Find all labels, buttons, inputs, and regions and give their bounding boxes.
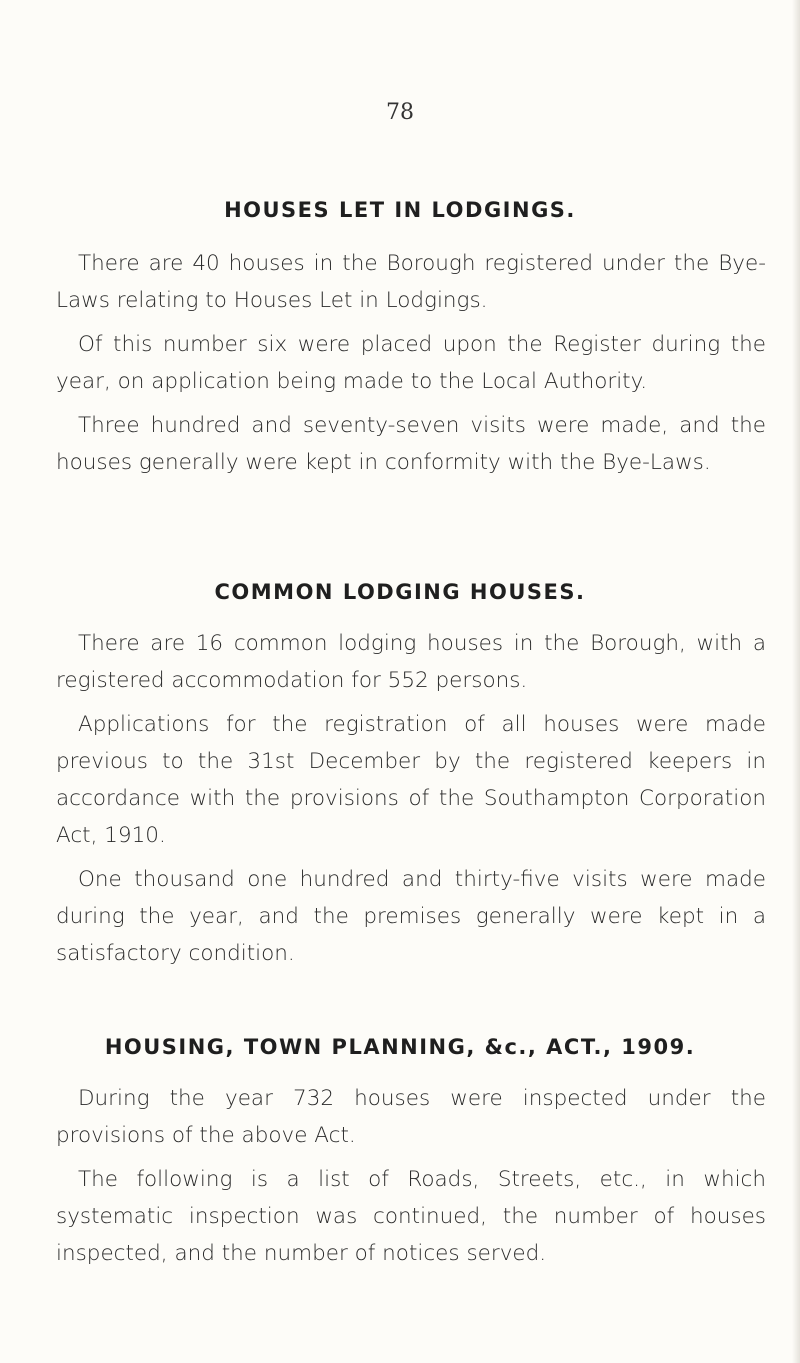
paragraph: The following is a list of Roads, Streets, etc., in which systematic inspection was continued, the number of houses inspected, and the number of notices served. <box>56 1167 766 1266</box>
paragraph: Applications for the registration of all houses were made previous to the 31st December by the registered keepers in accordance with the provisions of the Southampton Corporation Act, 1910. <box>56 712 766 848</box>
paragraph: There are 40 houses in the Borough registered under the Bye-Laws relating to Houses Let in Lodgings. <box>56 251 766 313</box>
section-heading-housing-town-planning-act: HOUSING, TOWN PLANNING, &c., ACT., 1909. <box>104 1035 696 1059</box>
paragraph: Of this number six were placed upon the Register during the year, on application being made to the Local Authority. <box>56 332 766 394</box>
paragraph: During the year 732 houses were inspected under the provisions of the above Act. <box>56 1086 766 1148</box>
paragraph: One thousand one hundred and thirty-five visits were made during the year, and the premises generally were kept in a satisfactory condition. <box>56 867 766 966</box>
page-number: 78 <box>386 100 414 125</box>
section-heading-common-lodging-houses: COMMON LODGING HOUSES. <box>214 580 586 604</box>
paragraph: Three hundred and seventy-seven visits were made, and the houses generally were kept in conformity with the Bye-Laws. <box>56 413 766 475</box>
section-heading-houses-let-in-lodgings: HOUSES LET IN LODGINGS. <box>224 198 576 222</box>
page-edge-shadow <box>792 0 800 1363</box>
paragraph: There are 16 common lodging houses in the Borough, with a registered accommodation for 552 persons. <box>56 631 766 693</box>
